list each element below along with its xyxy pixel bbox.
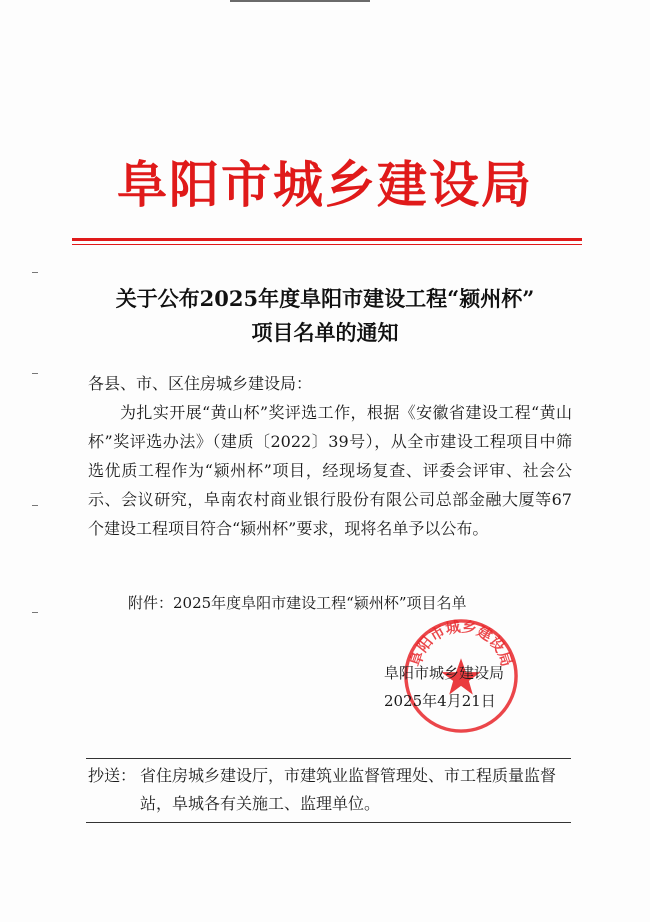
scan-mark xyxy=(32,373,38,374)
org-header-title: 阜阳市城乡建设局 xyxy=(117,155,533,214)
notice-body: 为扎实开展“黄山杯”奖评选工作，根据《安徽省建设工程“黄山杯”奖评选办法》（建质〔2022〕39号），从全市建设工程项目中筛选优质工程作为“颍州杯”项目，经现场复查、评委会评审、社会公示、会议研究，阜南农村商业银行股份有限公司总部金融大厦等67个建设工程项目符合“颍州杯”要求，现将名单予以公布。 xyxy=(88,403,572,538)
cc-divider-bottom xyxy=(86,822,571,823)
notice-title-line1: 关于公布2025年度阜阳市建设工程“颍州杯” xyxy=(115,286,535,311)
salutation: 各县、市、区住房城乡建设局： xyxy=(88,374,313,393)
scan-mark xyxy=(32,612,38,613)
scan-mark xyxy=(32,505,38,506)
cc-recipients: 省住房城乡建设厅，市建筑业监督管理处、市工程质量监督站，阜城各有关施工、监理单位。 xyxy=(140,766,557,813)
cc-divider-top xyxy=(86,758,571,759)
scan-mark xyxy=(230,0,370,2)
svg-text:阜阳市城乡建设局: 阜阳市城乡建设局 xyxy=(407,618,515,669)
notice-title xyxy=(60,282,590,350)
attachment-line: 附件：2025年度阜阳市建设工程“颍州杯”项目名单 xyxy=(128,594,467,612)
issue-date: 2025年4月21日 xyxy=(384,692,496,710)
notice-title-line2: 项目名单的通知 xyxy=(251,320,399,345)
cc-label: 抄送： xyxy=(88,766,137,785)
header-red-rule xyxy=(72,238,582,241)
scan-mark xyxy=(32,272,38,273)
issuer-name: 阜阳市城乡建设局 xyxy=(384,664,505,682)
header-red-rule-thin xyxy=(72,244,582,245)
